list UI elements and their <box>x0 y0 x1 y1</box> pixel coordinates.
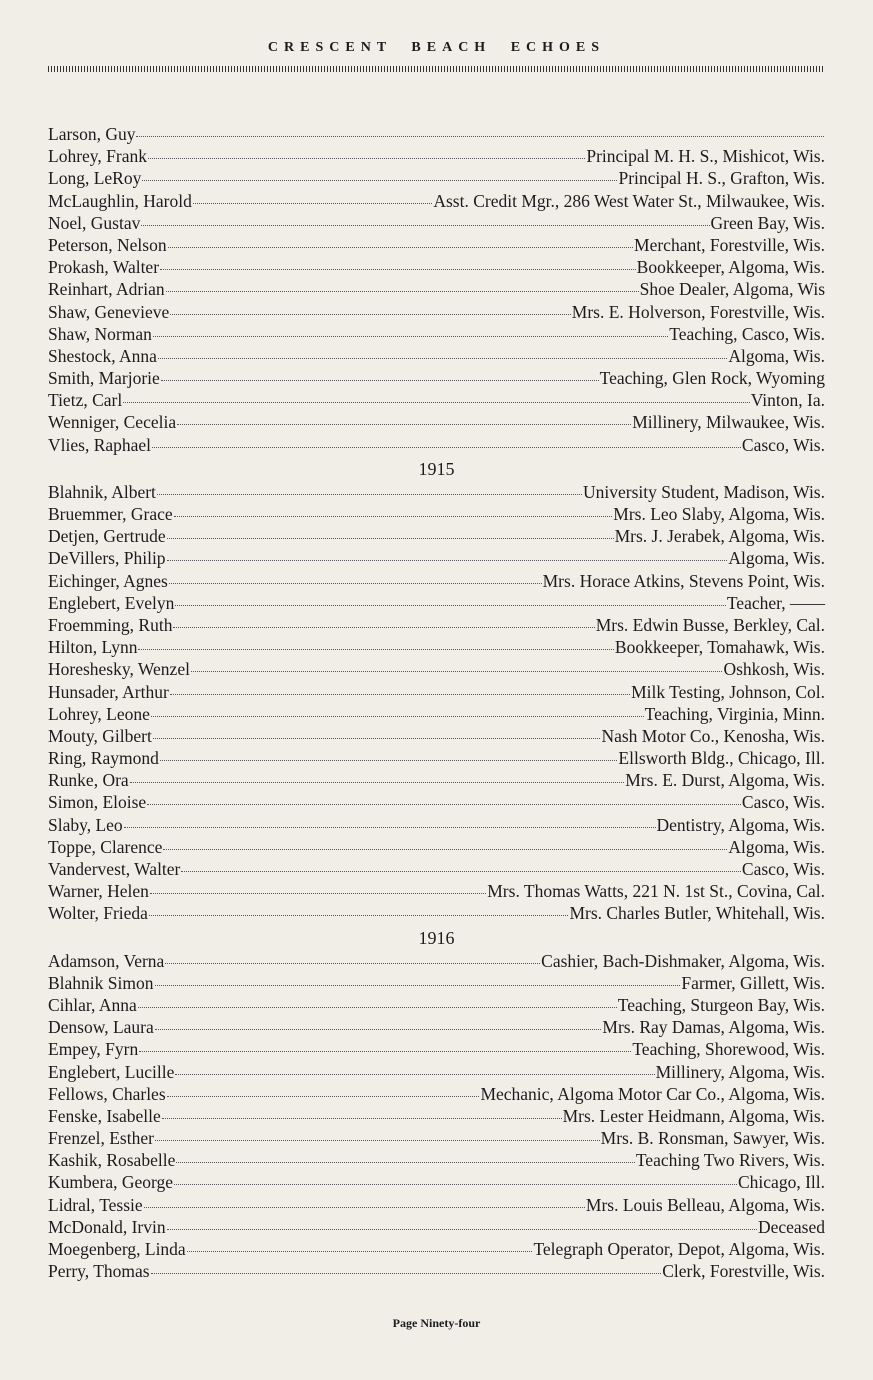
alumni-occupation-location: Mrs. Louis Belleau, Algoma, Wis. <box>585 1194 825 1215</box>
alumni-name: Horeshesky, Wenzel <box>48 659 190 680</box>
dot-leader <box>174 1184 737 1185</box>
alumni-occupation-location: Mrs. Thomas Watts, 221 N. 1st St., Covina, Cal. <box>487 881 825 902</box>
dot-leader <box>181 871 741 872</box>
alumni-occupation-location: Casco, Wis. <box>741 792 825 813</box>
alumni-occupation-location: University Student, Madison, Wis. <box>582 481 825 502</box>
dot-leader <box>149 915 568 916</box>
dot-leader <box>177 424 631 425</box>
alumni-entry <box>48 435 825 457</box>
alumni-entry <box>48 1150 825 1172</box>
alumni-entry <box>48 368 825 390</box>
alumni-occupation-location: Casco, Wis. <box>741 859 825 879</box>
alumni-name: Reinhart, Adrian <box>48 279 165 300</box>
alumni-occupation-location: Mrs. Ray Damas, Algoma, Wis. <box>602 1017 825 1038</box>
alumni-entry <box>48 346 825 368</box>
alumni-entry <box>48 1017 825 1039</box>
alumni-name: Frenzel, Esther <box>48 1128 154 1149</box>
alumni-entry <box>48 213 825 235</box>
alumni-name: Ring, Raymond <box>48 748 159 769</box>
alumni-occupation-location: Algoma, Wis. <box>728 548 825 569</box>
alumni-name: Lidral, Tessie <box>48 1194 143 1215</box>
alumni-occupation-location: Farmer, Gillett, Wis. <box>681 972 825 993</box>
alumni-name: Lohrey, Leone <box>48 703 150 724</box>
dot-leader <box>138 1007 617 1008</box>
alumni-entry <box>48 482 825 504</box>
alumni-occupation-location: Teaching, Casco, Wis. <box>669 323 825 344</box>
alumni-entry <box>48 1195 825 1217</box>
dot-leader <box>166 291 639 292</box>
alumni-name: Simon, Eloise <box>48 792 147 813</box>
alumni-name: Bruemmer, Grace <box>48 504 173 524</box>
page-number: Page Ninety-four <box>392 1316 481 1330</box>
dot-leader <box>155 1029 602 1030</box>
dot-leader <box>175 1074 654 1075</box>
alumni-name: Englebert, Lucille <box>48 1061 175 1082</box>
alumni-entry <box>48 571 825 593</box>
dot-leader <box>123 402 750 403</box>
dot-leader <box>163 849 727 850</box>
dot-leader <box>175 605 725 606</box>
alumni-occupation-location: Green Bay, Wis. <box>710 212 825 233</box>
alumni-occupation-location: Clerk, Forestville, Wis. <box>662 1261 825 1282</box>
alumni-entry <box>48 837 825 859</box>
alumni-list <box>48 124 825 1283</box>
alumni-entry <box>48 951 825 973</box>
alumni-occupation-location: Deceased <box>757 1216 825 1237</box>
alumni-name: McLaughlin, Harold <box>48 190 192 211</box>
alumni-entry <box>48 1062 825 1084</box>
dot-leader <box>153 738 601 739</box>
alumni-name: Larson, Guy <box>48 124 136 144</box>
alumni-entry <box>48 412 825 434</box>
alumni-occupation-location: Vinton, Ia. <box>750 390 825 411</box>
alumni-occupation-location: Telegraph Operator, Depot, Algoma, Wis. <box>533 1239 825 1259</box>
dot-leader <box>170 314 570 315</box>
dot-leader <box>167 560 728 561</box>
dot-leader <box>162 1118 562 1119</box>
alumni-occupation-location: Dentistry, Algoma, Wis. <box>656 814 825 835</box>
dot-leader <box>161 380 599 381</box>
alumni-entry <box>48 881 825 903</box>
alumni-occupation-location: Teaching, Sturgeon Bay, Wis. <box>617 994 825 1015</box>
alumni-occupation-location: Teaching, Shorewood, Wis. <box>632 1039 825 1060</box>
alumni-entry <box>48 279 825 301</box>
alumni-name: Hunsader, Arthur <box>48 681 169 702</box>
alumni-occupation-location: Shoe Dealer, Algoma, Wis <box>639 279 825 300</box>
alumni-entry <box>48 792 825 814</box>
dot-leader <box>157 494 582 495</box>
alumni-name: Vlies, Raphael <box>48 434 152 455</box>
alumni-name: Adamson, Verna <box>48 950 165 971</box>
alumni-occupation-location: Mrs. Charles Butler, Whitehall, Wis. <box>569 903 825 924</box>
alumni-name: Tietz, Carl <box>48 390 123 411</box>
alumni-occupation-location: Merchant, Forestville, Wis. <box>634 234 825 255</box>
alumni-occupation-location: Casco, Wis. <box>741 434 825 455</box>
alumni-occupation-location: Nash Motor Co., Kenosha, Wis. <box>601 725 825 746</box>
alumni-name: Smith, Marjorie <box>48 368 160 389</box>
alumni-entry <box>48 1128 825 1150</box>
dot-leader <box>160 269 636 270</box>
alumni-name: Noel, Gustav <box>48 212 141 233</box>
dot-leader <box>169 583 542 584</box>
alumni-occupation-location: Teaching, Glen Rock, Wyoming <box>599 368 825 389</box>
alumni-occupation-location: Mrs. B. Ronsman, Sawyer, Wis. <box>600 1128 825 1149</box>
dot-leader <box>167 1229 757 1230</box>
dot-leader <box>138 649 613 650</box>
alumni-entry <box>48 815 825 837</box>
alumni-occupation-location: Oshkosh, Wis. <box>723 659 825 680</box>
alumni-name: Blahnik Simon <box>48 972 154 993</box>
alumni-entry <box>48 1217 825 1239</box>
alumni-occupation-location: Principal H. S., Grafton, Wis. <box>618 168 825 189</box>
dot-leader <box>148 158 585 159</box>
alumni-name: Toppe, Clarence <box>48 836 163 857</box>
alumni-name: Slaby, Leo <box>48 814 123 835</box>
dot-leader <box>136 136 824 137</box>
alumni-entry <box>48 659 825 681</box>
dot-leader <box>170 694 630 695</box>
alumni-occupation-location: Milk Testing, Johnson, Col. <box>631 681 825 702</box>
alumni-name: McDonald, Irvin <box>48 1216 166 1237</box>
alumni-entry <box>48 1039 825 1061</box>
dot-leader <box>151 1273 662 1274</box>
alumni-name: Eichinger, Agnes <box>48 570 168 591</box>
alumni-entry <box>48 124 825 146</box>
alumni-occupation-location: Teacher, —— <box>726 592 825 613</box>
alumni-occupation-location: Bookkeeper, Algoma, Wis. <box>636 257 825 278</box>
alumni-name: Vandervest, Walter <box>48 859 181 879</box>
alumni-entry <box>48 748 825 770</box>
dot-leader <box>130 782 625 783</box>
dot-leader <box>142 180 617 181</box>
alumni-occupation-location: Algoma, Wis. <box>728 836 825 857</box>
alumni-occupation-location: Mrs. J. Jerabek, Algoma, Wis. <box>614 526 825 547</box>
alumni-name: Wolter, Frieda <box>48 903 148 924</box>
alumni-occupation-location: Mrs. Edwin Busse, Berkley, Cal. <box>595 614 825 635</box>
dot-leader <box>152 447 741 448</box>
alumni-entry <box>48 615 825 637</box>
dot-leader <box>141 225 709 226</box>
alumni-name: Cihlar, Anna <box>48 994 137 1015</box>
alumni-name: Empey, Fyrn <box>48 1039 139 1060</box>
alumni-name: Peterson, Nelson <box>48 234 167 255</box>
dot-leader <box>176 1162 634 1163</box>
alumni-occupation-location: Asst. Credit Mgr., 286 West Water St., Milwaukee, Wis. <box>433 190 825 211</box>
dot-leader <box>158 358 727 359</box>
dot-leader <box>174 516 613 517</box>
alumni-occupation-location: Cashier, Bach-Dishmaker, Algoma, Wis. <box>541 950 825 971</box>
alumni-entry <box>48 168 825 190</box>
class-year-heading: 1916 <box>418 927 455 948</box>
alumni-name: Fellows, Charles <box>48 1083 166 1104</box>
dot-leader <box>165 963 540 964</box>
alumni-entry <box>48 704 825 726</box>
alumni-entry <box>48 726 825 748</box>
alumni-entry <box>48 593 825 615</box>
alumni-occupation-location: Mechanic, Algoma Motor Car Co., Algoma, Wis. <box>480 1083 825 1104</box>
alumni-name: Moegenberg, Linda <box>48 1239 186 1259</box>
dot-leader <box>144 1207 585 1208</box>
dot-leader <box>193 203 432 204</box>
alumni-name: Mouty, Gilbert <box>48 725 152 746</box>
alumni-entry <box>48 1261 825 1283</box>
alumni-entry <box>48 1084 825 1106</box>
alumni-occupation-location: Algoma, Wis. <box>728 345 825 366</box>
alumni-name: Detjen, Gertrude <box>48 526 166 547</box>
alumni-name: Fenske, Isabelle <box>48 1105 161 1126</box>
header-rule <box>48 66 825 72</box>
dot-leader <box>191 671 722 672</box>
dot-leader <box>153 336 668 337</box>
alumni-name: Lohrey, Frank <box>48 146 147 167</box>
alumni-name: Kashik, Rosabelle <box>48 1150 176 1171</box>
dot-leader <box>173 627 594 628</box>
alumni-entry <box>48 859 825 881</box>
dot-leader <box>124 827 656 828</box>
alumni-name: Runke, Ora <box>48 770 129 791</box>
dot-leader <box>155 985 681 986</box>
alumni-occupation-location: Millinery, Milwaukee, Wis. <box>632 412 825 433</box>
dot-leader <box>151 716 644 717</box>
alumni-entry <box>48 235 825 257</box>
alumni-entry <box>48 770 825 792</box>
alumni-occupation-location: Teaching, Virginia, Minn. <box>644 703 825 724</box>
alumni-name: Shaw, Norman <box>48 323 152 344</box>
dot-leader <box>147 804 741 805</box>
page-header-title: CRESCENT BEACH ECHOES <box>267 40 606 55</box>
alumni-occupation-location: Teaching Two Rivers, Wis. <box>635 1150 825 1171</box>
dot-leader <box>167 1096 480 1097</box>
alumni-entry <box>48 146 825 168</box>
alumni-entry <box>48 682 825 704</box>
alumni-name: Long, LeRoy <box>48 168 142 189</box>
alumni-entry <box>48 995 825 1017</box>
alumni-name: Warner, Helen <box>48 881 149 902</box>
alumni-occupation-location: Mrs. E. Durst, Algoma, Wis. <box>625 770 825 791</box>
alumni-entry <box>48 504 825 526</box>
alumni-entry <box>48 973 825 995</box>
alumni-entry <box>48 1239 825 1261</box>
dot-leader <box>187 1251 533 1252</box>
alumni-occupation-location: Chicago, Ill. <box>738 1172 825 1193</box>
alumni-occupation-location: Mrs. Lester Heidmann, Algoma, Wis. <box>562 1105 825 1126</box>
alumni-occupation-location: Mrs. E. Holverson, Forestville, Wis. <box>571 301 825 322</box>
alumni-name: Shestock, Anna <box>48 345 157 366</box>
alumni-entry <box>48 903 825 925</box>
alumni-name: Shaw, Genevieve <box>48 301 170 322</box>
alumni-name: Wenniger, Cecelia <box>48 412 177 433</box>
alumni-occupation-location: Bookkeeper, Tomahawk, Wis. <box>614 637 825 658</box>
alumni-occupation-location: Mrs. Leo Slaby, Algoma, Wis. <box>613 504 825 524</box>
alumni-name: Englebert, Evelyn <box>48 592 175 613</box>
alumni-occupation-location: Principal M. H. S., Mishicot, Wis. <box>586 146 825 167</box>
alumni-name: Blahnik, Albert <box>48 481 156 502</box>
dot-leader <box>167 538 614 539</box>
alumni-occupation-location: Millinery, Algoma, Wis. <box>655 1061 825 1082</box>
dot-leader <box>168 247 633 248</box>
dot-leader <box>139 1051 631 1052</box>
alumni-occupation-location: Ellsworth Bldg., Chicago, Ill. <box>618 748 825 769</box>
alumni-entry <box>48 257 825 279</box>
alumni-name: DeVillers, Philip <box>48 548 166 569</box>
alumni-name: Perry, Thomas <box>48 1261 150 1282</box>
alumni-entry <box>48 302 825 324</box>
alumni-entry <box>48 1172 825 1194</box>
alumni-entry <box>48 548 825 570</box>
alumni-name: Hilton, Lynn <box>48 637 138 658</box>
class-year-heading: 1915 <box>418 458 455 479</box>
dot-leader <box>155 1140 600 1141</box>
dot-leader <box>160 760 618 761</box>
alumni-entry <box>48 390 825 412</box>
alumni-name: Froemming, Ruth <box>48 614 173 635</box>
alumni-occupation-location: Mrs. Horace Atkins, Stevens Point, Wis. <box>542 570 825 591</box>
alumni-entry <box>48 637 825 659</box>
alumni-name: Kumbera, George <box>48 1172 174 1193</box>
alumni-entry <box>48 324 825 346</box>
dot-leader <box>150 893 486 894</box>
alumni-entry <box>48 526 825 548</box>
alumni-entry <box>48 191 825 213</box>
alumni-name: Densow, Laura <box>48 1017 154 1038</box>
alumni-name: Prokash, Walter <box>48 257 160 278</box>
alumni-entry <box>48 1106 825 1128</box>
